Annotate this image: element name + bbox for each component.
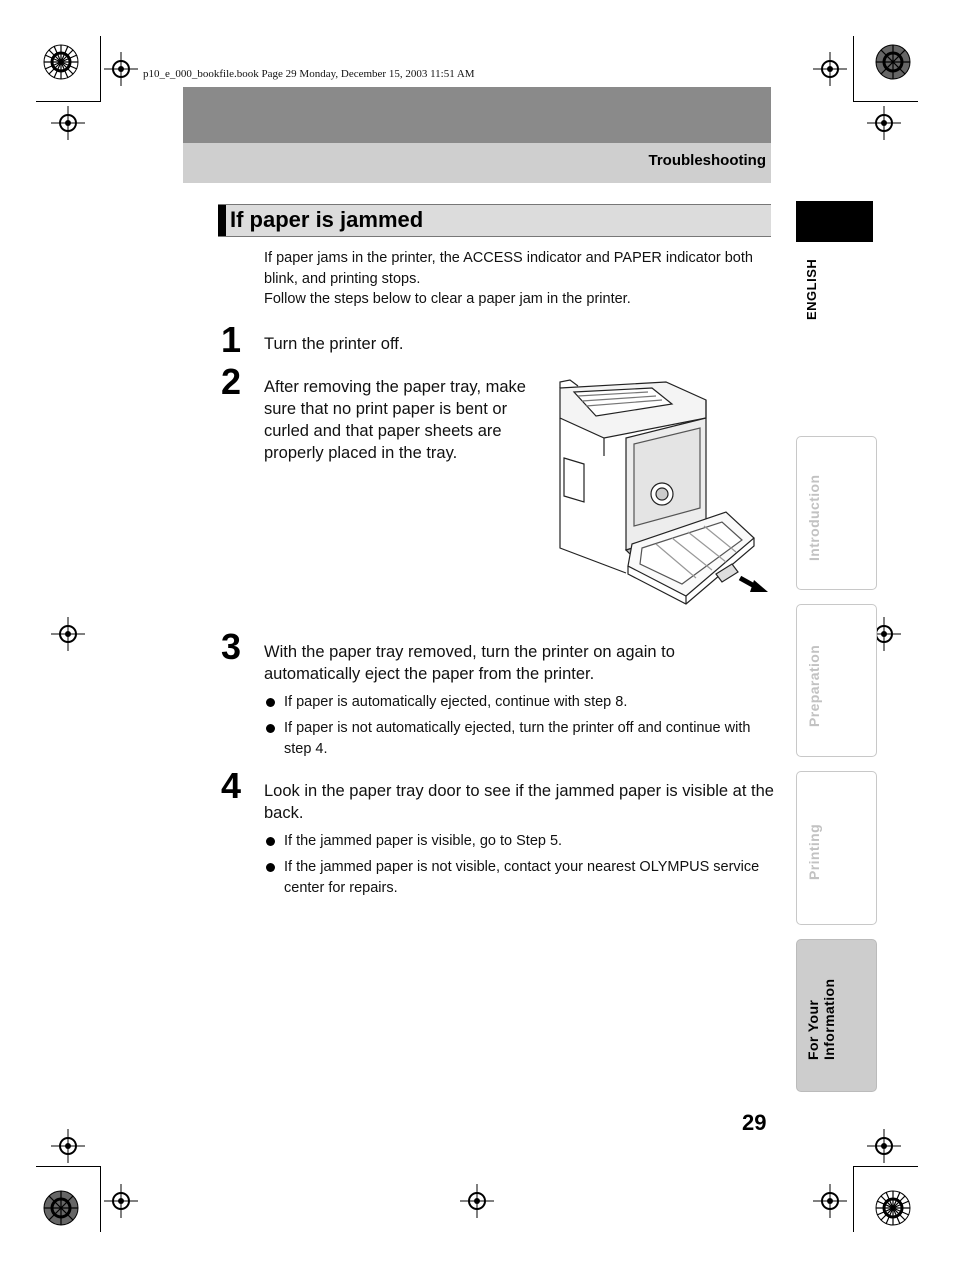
registration-mark-icon bbox=[867, 1129, 901, 1163]
intro-paragraph bbox=[264, 248, 776, 310]
list-item bbox=[266, 857, 776, 898]
list-item-text: If the jammed paper is visible, go to Step 5. bbox=[284, 833, 563, 849]
list-item-text: If the jammed paper is not visible, contact your nearest OLYMPUS service center for repairs. bbox=[284, 859, 760, 896]
step-text: After removing the paper tray, make sure that no print paper is bent or curled and that paper sheets are properly placed in the tray. bbox=[264, 378, 526, 462]
registration-mark-icon bbox=[51, 1129, 85, 1163]
bullet-icon bbox=[266, 863, 275, 872]
registration-mark-icon bbox=[104, 1184, 138, 1218]
language-label: ENGLISH bbox=[804, 258, 819, 320]
registration-mark-icon bbox=[51, 617, 85, 651]
chapter-title: Troubleshooting bbox=[648, 152, 766, 169]
tab-preparation[interactable] bbox=[796, 604, 877, 757]
tab-label: Introduction bbox=[806, 474, 822, 561]
step-text: With the paper tray removed, turn the printer on again to automatically eject the paper from the printer. bbox=[264, 643, 675, 683]
section-heading-bar bbox=[218, 204, 771, 237]
registration-mark-icon bbox=[51, 106, 85, 140]
list-item bbox=[266, 831, 776, 852]
list-item bbox=[266, 692, 776, 713]
tab-label: For Your Information bbox=[805, 978, 837, 1060]
page-number: 29 bbox=[742, 1110, 767, 1135]
registration-mark-icon bbox=[104, 52, 138, 86]
step-number: 2 bbox=[221, 361, 242, 402]
step-number: 1 bbox=[221, 319, 242, 360]
step-number: 3 bbox=[221, 626, 242, 667]
step-text: Look in the paper tray door to see if the jammed paper is visible at the back. bbox=[264, 782, 774, 822]
section-title: If paper is jammed bbox=[230, 207, 424, 232]
header-subband bbox=[183, 143, 771, 183]
section-accent bbox=[218, 205, 226, 236]
language-tab-marker bbox=[796, 201, 873, 242]
registration-mark-icon bbox=[813, 1184, 847, 1218]
color-target-icon bbox=[43, 1190, 79, 1226]
header-band bbox=[183, 87, 771, 143]
bullet-icon bbox=[266, 837, 275, 846]
tab-label: Preparation bbox=[806, 644, 822, 727]
list-item-text: If paper is automatically ejected, continue with step 8. bbox=[284, 694, 628, 710]
registration-mark-icon bbox=[813, 52, 847, 86]
step-text: Turn the printer off. bbox=[264, 335, 404, 353]
tab-for-your-information[interactable] bbox=[796, 939, 877, 1092]
color-target-icon bbox=[43, 44, 79, 80]
step-number: 4 bbox=[221, 765, 242, 806]
tab-label: Printing bbox=[806, 823, 822, 880]
bullet-icon bbox=[266, 698, 275, 707]
list-item-text: If paper is not automatically ejected, turn the printer off and continue with step 4. bbox=[284, 720, 751, 757]
color-target-icon bbox=[875, 44, 911, 80]
tab-introduction[interactable] bbox=[796, 436, 877, 590]
tab-printing[interactable] bbox=[796, 771, 877, 925]
registration-mark-icon bbox=[867, 106, 901, 140]
intro-line: If paper jams in the printer, the ACCESS indicator and PAPER indicator both blink, and printing stops. bbox=[264, 250, 753, 287]
print-info-slug: p10_e_000_bookfile.book Page 29 Monday, December 15, 2003 11:51 AM bbox=[143, 68, 475, 80]
list-item bbox=[266, 718, 776, 759]
intro-line: Follow the steps below to clear a paper jam in the printer. bbox=[264, 291, 631, 307]
color-target-icon bbox=[875, 1190, 911, 1226]
registration-mark-icon bbox=[460, 1184, 494, 1218]
printer-paper-tray-illustration bbox=[556, 378, 774, 606]
bullet-icon bbox=[266, 724, 275, 733]
